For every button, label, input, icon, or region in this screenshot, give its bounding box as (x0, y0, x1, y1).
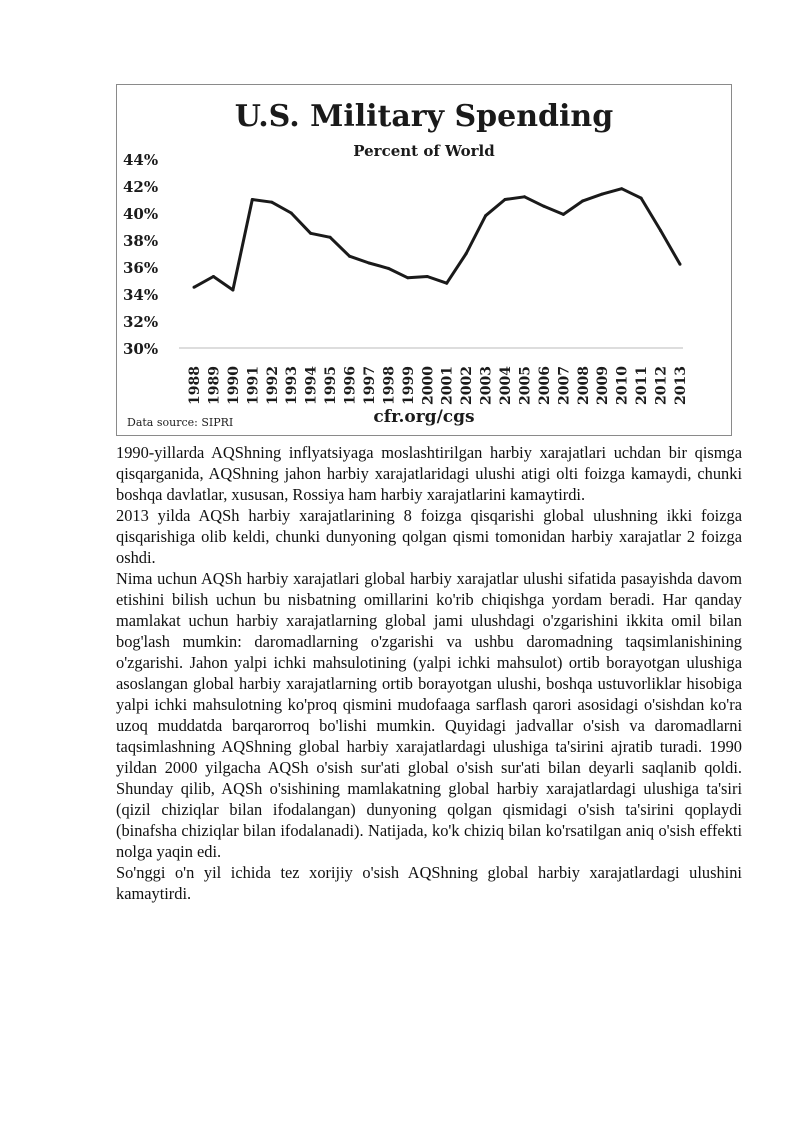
data-point (406, 276, 409, 279)
x-tick-label: 2003 (478, 366, 495, 405)
data-point (542, 205, 545, 208)
x-tick-label: 1989 (206, 366, 223, 405)
data-point (426, 275, 429, 278)
chart-title: U.S. Military Spending (234, 99, 614, 134)
data-point (679, 263, 682, 266)
y-tick-label: 36% (123, 259, 159, 277)
data-point (659, 229, 662, 232)
y-tick-label: 38% (123, 232, 159, 250)
chart-url-note: cfr.org/cgs (373, 407, 475, 427)
x-tick-label: 1998 (381, 366, 398, 405)
data-point (465, 252, 468, 255)
y-tick-label: 32% (123, 313, 159, 331)
chart-subtitle: Percent of World (353, 142, 495, 160)
x-tick-label: 1996 (342, 366, 359, 405)
paragraph: 1990-yillarda AQShning inflyatsiyaga moslashtirilgan harbiy xarajatlari uchdan bir qismga qisqarganida, AQShning jahon harbiy xarajatlaridagi ulushi atigi olti foizga kamaydi, chunki boshqa davlatlar, xususan, Rossiya ham harbiy xarajatlarini kamaytirdi. (116, 443, 742, 504)
chart-source-note: Data source: SIPRI (127, 416, 234, 429)
y-tick-label: 44% (123, 151, 159, 169)
data-point (387, 267, 390, 270)
x-tick-label: 2009 (595, 366, 612, 405)
x-tick-label: 2006 (536, 366, 553, 405)
x-tick-label: 2007 (556, 366, 573, 405)
x-tick-label: 2005 (517, 366, 534, 405)
data-point (231, 288, 234, 291)
x-tick-label: 1988 (187, 366, 203, 405)
data-point (523, 195, 526, 198)
data-point (193, 286, 196, 289)
x-tick-label: 1992 (264, 366, 281, 405)
x-tick-label: 1995 (323, 366, 340, 405)
data-point (348, 255, 351, 258)
x-tick-label: 2013 (673, 366, 689, 405)
x-tick-label: 1993 (284, 366, 301, 405)
x-tick-label: 1994 (303, 366, 320, 405)
x-tick-label: 2001 (439, 366, 456, 405)
y-tick-label: 34% (123, 286, 159, 304)
x-tick-label: 2008 (575, 366, 592, 405)
data-point (367, 261, 370, 264)
data-point (504, 198, 507, 201)
data-point (290, 212, 293, 215)
x-tick-label: 1999 (400, 366, 417, 405)
x-tick-label: 1991 (245, 366, 262, 405)
series-line (194, 189, 680, 290)
data-point (562, 213, 565, 216)
chart-figure (116, 84, 732, 436)
paragraph: Nima uchun AQSh harbiy xarajatlari global harbiy xarajatlar ulushi sifatida pasayishda davom etishini bilish uchun bu nisbatning omillarini ko'rib chiqishga yordam beradi. Har qanday mamlakat uchun harbiy xarajatlarning global jami ulushdagi o'zgarishini ikkita omil bilan bog'lash mumkin: daromadlarning o'zgarishi va ushbu daromadning taqsimlanishining o'zgarishi. Jahon yalpi ichki mahsulotining (yalpi ichki mahsulot) ortib borayotgan ulushiga asoslangan global harbiy xarajatlarning ortib borayotgan ulushi, boshqa ustuvorliklar hisobiga yalpi ichki mahsulotning ko'proq qismini mudofaaga sarflash qarori asosidagi o'sishdan ko'ra uzoq muddatda barqarorroq bo'lishi mumkin. Quyidagi jadvallar o'sish va daromadlarni taqsimlashning AQShning global harbiy xarajatlardagi ulushiga ta'sirini ajratib turadi. 1990 yildan 2000 yilgacha AQSh o'sish sur'ati global o'sish sur'ati bilan deyarli saqlanib qoldi. Shunday qilib, AQSh o'sishining mamlakatning global harbiy xarajatlardagi ulushiga ta'siri (qizil chiziqlar bilan ifodalangan) dunyoning qolgan qismidagi o'sish ta'sirini qoplaydi (binafsha chiziqlar bilan ifodalanadi). Natijada, ko'k chiziq bilan ko'rsatilgan aniq o'sish effekti nolga yaqin edi. (116, 569, 742, 861)
data-point (601, 193, 604, 196)
paragraph: So'nggi o'n yil ichida tez xorijiy o'sish AQShning global harbiy xarajatlardagi ulushini kamaytirdi. (116, 863, 742, 903)
y-tick-label: 30% (123, 340, 159, 358)
data-point (270, 201, 273, 204)
data-point (212, 275, 215, 278)
x-tick-label: 1990 (225, 366, 242, 405)
x-tick-label: 2004 (498, 366, 515, 405)
x-tick-label: 1997 (361, 366, 378, 405)
y-tick-label: 40% (123, 205, 159, 223)
article-body (116, 442, 742, 904)
data-point (640, 197, 643, 200)
data-point (251, 198, 254, 201)
data-point (620, 187, 623, 190)
paragraph: 2013 yilda AQSh harbiy xarajatlarining 8 foizga qisqarishi global ulushning ikki foizga qisqarishiga olib keldi, chunki dunyoning qolgan qismi tomonidan harbiy xarajatlar 2 foizga oshdi. (116, 506, 742, 567)
y-tick-label: 42% (123, 178, 159, 196)
data-point (581, 199, 584, 202)
x-tick-label: 2000 (420, 366, 437, 405)
x-tick-label: 2002 (459, 366, 476, 405)
x-tick-label: 2011 (634, 366, 651, 405)
data-point (445, 282, 448, 285)
data-point (309, 232, 312, 235)
data-point (329, 236, 332, 239)
line-chart (117, 85, 731, 435)
x-tick-label: 2010 (614, 366, 631, 405)
x-tick-label: 2012 (653, 366, 670, 405)
data-point (484, 214, 487, 217)
